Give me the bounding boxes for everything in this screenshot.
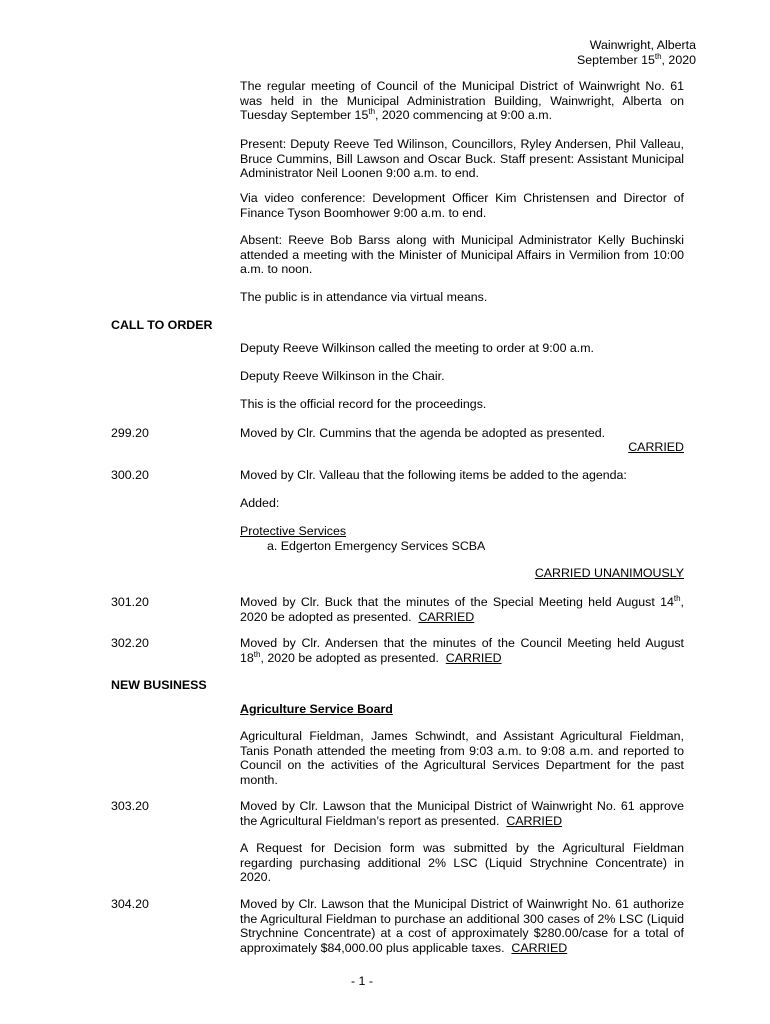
motion-number: 303.20 [111, 799, 149, 813]
motion-text: Moved by Clr. Lawson that the Municipal District of Wainwright No. 61 approve the Agricultural Fieldman’s report as presented. CARRIED [240, 799, 684, 828]
motion-number: 302.20 [111, 636, 149, 650]
header-block [440, 38, 696, 67]
added-label: Added: [240, 496, 280, 510]
call-to-order-line: Deputy Reeve Wilkinson called the meeting to order at 9:00 a.m. [240, 341, 595, 355]
present-paragraph: Present: Deputy Reeve Ted Wilinson, Councillors, Ryley Andersen, Phil Valleau, Bruce Cummins, Bill Lawson and Oscar Buck. Staff present: Assistant Municipal Administrator Neil Loonen 9:00 a.m. to end. [240, 137, 684, 181]
header-date: September 15th, 2020 [577, 51, 696, 67]
asb-subheading: Agriculture Service Board [240, 702, 393, 716]
motion-number: 300.20 [111, 468, 149, 482]
motion-number: 304.20 [111, 897, 149, 911]
request-paragraph: A Request for Decision form was submitted by the Agricultural Fieldman regarding purchasing additional 2% LSC (Liquid Strychnine Concentrate) in 2020. [240, 841, 684, 885]
added-item: a. Edgerton Emergency Services SCBA [267, 538, 486, 553]
motion-number: 301.20 [111, 595, 149, 609]
motion-text: Moved by Clr. Buck that the minutes of the Special Meeting held August 14th, 2020 be adopted as presented. CARRIED [240, 593, 684, 624]
call-to-order-heading: CALL TO ORDER [111, 318, 213, 332]
chair-line: Deputy Reeve Wilkinson in the Chair. [240, 369, 445, 383]
absent-paragraph: Absent: Reeve Bob Barss along with Municipal Administrator Kelly Buchinski attended a meeting with the Minister of Municipal Affairs in Vermilion from 10:00 a.m. to noon. [240, 233, 684, 277]
motion-text: Moved by Clr. Cummins that the agenda be adopted as presented. [240, 426, 606, 440]
motion-result: CARRIED [628, 440, 684, 454]
header-location: Wainwright, Alberta [589, 38, 696, 52]
public-paragraph: The public is in attendance via virtual means. [240, 290, 488, 304]
intro-paragraph: The regular meeting of Council of the Municipal District of Wainwright No. 61 was held in the Municipal Administration Building, Wainwright, Alberta on Tuesday September 15th, 2020 commencing at 9:00 a.m. [240, 79, 684, 123]
motion-text: Moved by Clr. Valleau that the following items be added to the agenda: [240, 468, 627, 482]
official-record-line: This is the official record for the proceedings. [240, 397, 487, 411]
added-items [240, 524, 684, 553]
video-paragraph: Via video conference: Development Officer Kim Christensen and Director of Finance Tyson Boomhower 9:00 a.m. to end. [240, 191, 684, 220]
protective-services-label: Protective Services [240, 524, 347, 538]
motion-result: CARRIED UNANIMOUSLY [534, 566, 684, 580]
motion-text: Moved by Clr. Lawson that the Municipal District of Wainwright No. 61 authorize the Agricultural Fieldman to purchase an additional 300 cases of 2% LSC (Liquid Strychnine Concentrate) at a cost of approximately $280.00/case for a total of approximately $84,000.00 plus applicable taxes. CARRIED [240, 897, 684, 955]
motion-text: Moved by Clr. Andersen that the minutes of the Council Meeting held August 18th, 2020 be adopted as presented. CARRIED [240, 636, 684, 665]
asb-paragraph: Agricultural Fieldman, James Schwindt, and Assistant Agricultural Fieldman, Tanis Ponath attended the meeting from 9:03 a.m. to 9:08 a.m. and reported to Council on the activities of the Agricultural Services Department for the past month. [240, 729, 684, 787]
motion-number: 299.20 [111, 426, 149, 440]
new-business-heading: NEW BUSINESS [111, 678, 207, 692]
page-number: - 1 - [350, 974, 374, 988]
